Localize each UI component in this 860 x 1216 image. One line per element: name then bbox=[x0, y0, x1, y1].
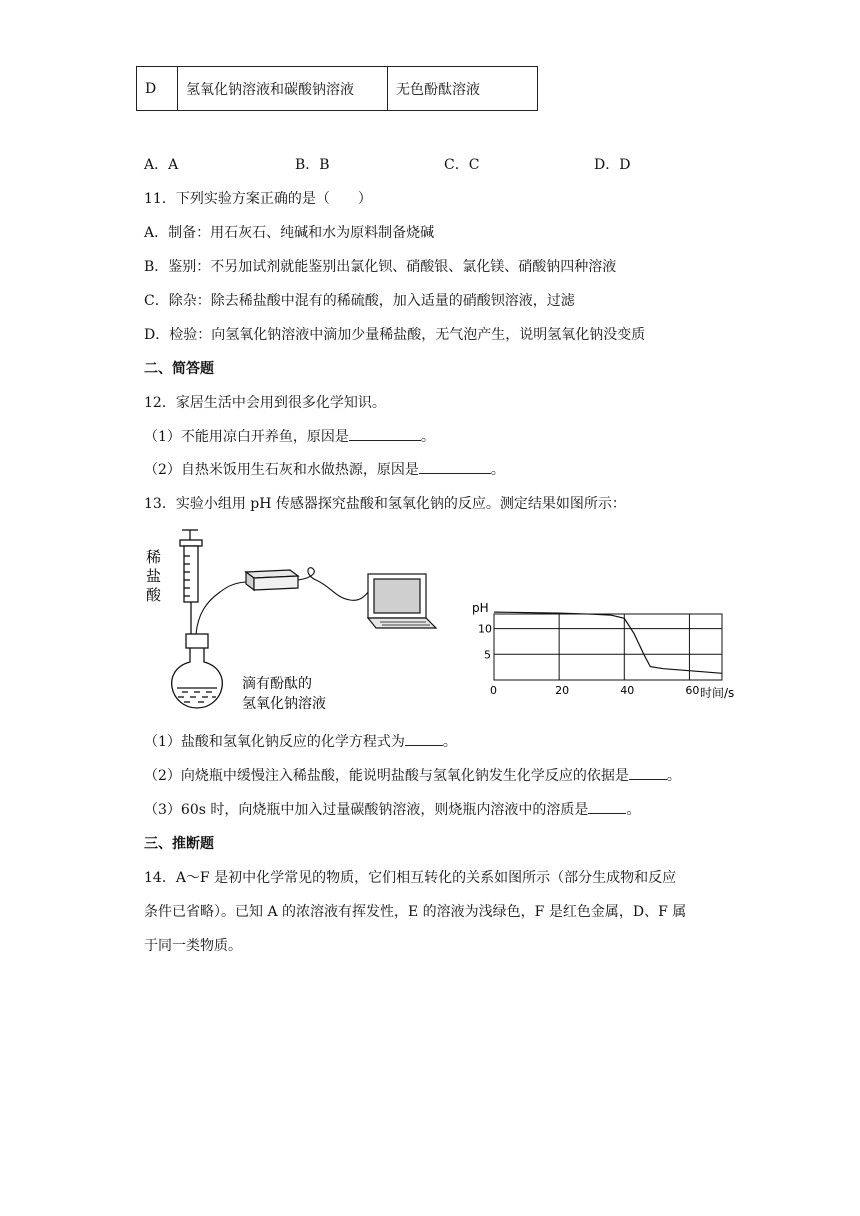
table-cell-letter: D bbox=[137, 67, 178, 111]
q13-part2 bbox=[144, 765, 681, 785]
q12-part2-text: （2）自热米饭用生石灰和水做热源，原因是 bbox=[144, 462, 419, 478]
chart-ylabel: pH bbox=[472, 601, 489, 615]
flask-label-1: 滴有酚酞的 bbox=[242, 676, 312, 692]
answer-blank[interactable] bbox=[405, 731, 443, 746]
laptop-icon bbox=[368, 574, 436, 628]
q13-part1-text: （1）盐酸和氢氧化钠反应的化学方程式为 bbox=[144, 734, 405, 750]
answer-blank[interactable] bbox=[588, 799, 626, 814]
q13-part2-text: （2）向烧瓶中缓慢注入稀盐酸，能说明盐酸与氢氧化钠发生化学反应的依据是 bbox=[144, 768, 629, 784]
q12-part1 bbox=[144, 426, 435, 446]
acid-label-3: 酸 bbox=[146, 586, 162, 604]
q11-option-b: B．鉴别：不另加试剂就能鉴别出氯化钡、硝酸银、氯化镁、硝酸钠四种溶液 bbox=[144, 259, 617, 275]
chart-xlabel: 时间/s bbox=[700, 686, 735, 700]
q14-line-1: 14．A～F 是初中化学常见的物质，它们相互转化的关系如图所示（部分生成物和反应 bbox=[144, 870, 677, 886]
x-tick-label: 60 bbox=[685, 684, 700, 697]
flask-label-2: 氢氧化钠溶液 bbox=[242, 696, 326, 712]
ph-curve bbox=[494, 612, 722, 673]
data-logger-icon bbox=[246, 570, 298, 590]
q11-stem: 11．下列实验方案正确的是（ ） bbox=[144, 191, 372, 207]
q12-part1-text: （1）不能用凉白开养鱼，原因是 bbox=[144, 429, 349, 445]
q12-part2 bbox=[144, 459, 505, 479]
ph-chart bbox=[460, 596, 760, 704]
answer-blank[interactable] bbox=[419, 459, 491, 474]
x-tick-label: 40 bbox=[620, 684, 635, 697]
q14-line-3: 于同一类物质。 bbox=[144, 938, 242, 954]
q10-choice-a: A．A bbox=[144, 157, 179, 173]
x-tick-label: 0 bbox=[490, 684, 497, 697]
flask-icon bbox=[172, 634, 223, 708]
q14-line-2: 条件已省略）。已知 A 的浓溶液有挥发性，E 的溶液为浅绿色，F 是红色金属，D、F 属 bbox=[144, 904, 687, 920]
q13-part3-text: （3）60s 时，向烧瓶中加入过量碳酸钠溶液，则烧瓶内溶液中的溶质是 bbox=[144, 802, 589, 818]
apparatus-figure bbox=[140, 522, 440, 722]
answer-blank[interactable] bbox=[349, 426, 421, 441]
period: 。 bbox=[626, 802, 641, 818]
q10-choice-b: B．B bbox=[295, 157, 330, 173]
period: 。 bbox=[666, 768, 681, 784]
q11-option-d: D．检验：向氢氧化钠溶液中滴加少量稀盐酸，无气泡产生，说明氢氧化钠没变质 bbox=[144, 327, 646, 343]
table-cell-solution: 氢氧化钠溶液和碳酸钠溶液 bbox=[178, 67, 388, 111]
answer-blank[interactable] bbox=[629, 765, 667, 780]
answer-table bbox=[136, 66, 538, 111]
table-cell-reagent: 无色酚酞溶液 bbox=[388, 67, 538, 111]
y-tick-label: 10 bbox=[478, 622, 492, 636]
x-tick-label: 20 bbox=[555, 684, 570, 697]
q13-stem: 13．实验小组用 pH 传感器探究盐酸和氢氧化钠的反应。测定结果如图所示： bbox=[144, 496, 626, 512]
usb-cable-icon bbox=[298, 568, 372, 601]
period: 。 bbox=[490, 462, 505, 478]
q13-part1 bbox=[144, 731, 457, 751]
table-row bbox=[137, 67, 538, 111]
section-2-heading: 二、简答题 bbox=[144, 361, 214, 377]
q10-choice-c: C．C bbox=[444, 157, 480, 173]
q11-option-a: A．制备：用石灰石、纯碱和水为原料制备烧碱 bbox=[144, 225, 435, 241]
acid-label-2: 盐 bbox=[146, 567, 162, 585]
acid-label-1: 稀 bbox=[146, 548, 162, 566]
q13-part3 bbox=[144, 799, 640, 819]
q12-stem: 12．家居生活中会用到很多化学知识。 bbox=[144, 395, 386, 411]
sensor-cable-icon bbox=[196, 582, 248, 634]
q10-choice-d: D．D bbox=[594, 157, 631, 173]
period: 。 bbox=[442, 734, 457, 750]
y-tick-label: 5 bbox=[484, 648, 491, 662]
q11-option-c: C．除杂：除去稀盐酸中混有的稀硫酸，加入适量的硝酸钡溶液，过滤 bbox=[144, 293, 575, 309]
period: 。 bbox=[420, 429, 435, 445]
section-3-heading: 三、推断题 bbox=[144, 836, 214, 852]
